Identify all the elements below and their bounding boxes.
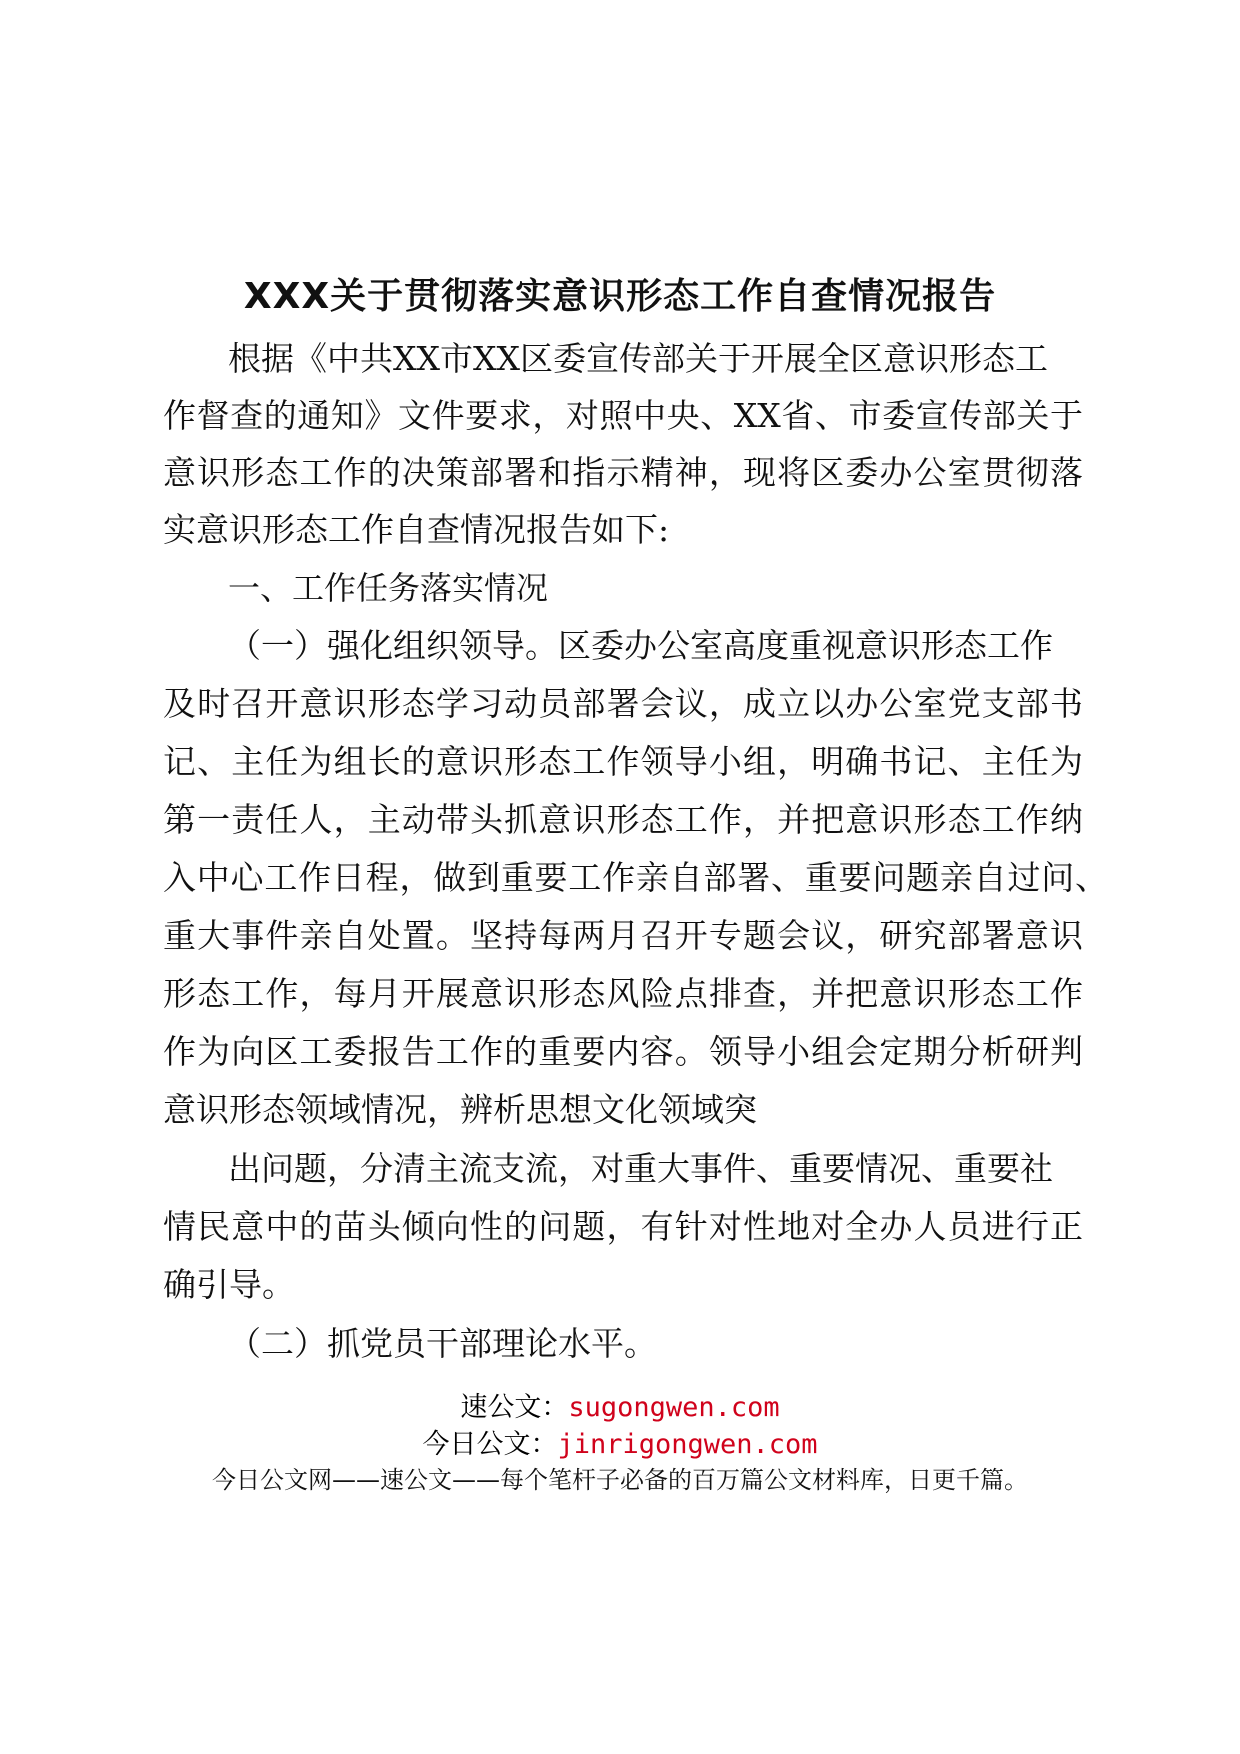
intro-line-1: 根据《中共XX市XX区委宣传部关于开展全区意识形态工 xyxy=(228,339,1048,378)
footer-site1-label: 速公文： xyxy=(460,1392,569,1423)
para1-line-7: 形态工作，每月开展意识形态风险点排查，并把意识形态工作 xyxy=(163,974,1083,1013)
footer-site2-link[interactable]: jinrigongwen.com xyxy=(557,1429,818,1460)
para1-line-3: 记、主任为组长的意识形态工作领导小组，明确书记、主任为 xyxy=(163,742,1083,781)
para2-line-3: 确引导。 xyxy=(163,1265,295,1304)
para2-line-2: 情民意中的苗头倾向性的问题，有针对性地对全办人员进行正 xyxy=(163,1207,1083,1246)
para1-line-8: 作为向区工委报告工作的重要内容。领导小组会定期分析研判 xyxy=(163,1032,1083,1071)
section-heading: 一、工作任务落实情况 xyxy=(228,569,549,607)
para1-line-9: 意识形态领域情况，辨析思想文化领域突 xyxy=(163,1090,757,1129)
footer-site1-link[interactable]: sugongwen.com xyxy=(568,1392,780,1423)
para1-line-5: 入中心工作日程，做到重要工作亲自部署、重要问题亲自过问、 xyxy=(163,858,1108,897)
subheading-2: （二）抓党员干部理论水平。 xyxy=(228,1324,657,1363)
document-title: XXX关于贯彻落实意识形态工作自查情况报告 xyxy=(243,276,997,317)
para2-line-1: 出问题，分清主流支流，对重大事件、重要情况、重要社 xyxy=(228,1149,1053,1188)
para1-line-2: 及时召开意识形态学习动员部署会议，成立以办公室党支部书 xyxy=(163,684,1083,723)
footer-site2-label: 今日公文： xyxy=(422,1429,558,1460)
footer-site2 xyxy=(0,1422,1240,1461)
footer-site1 xyxy=(0,1385,1240,1424)
para1-line-6: 重大事件亲自处置。坚持每两月召开专题会议，研究部署意识 xyxy=(163,916,1083,955)
intro-line-3: 意识形态工作的决策部署和指示精神，现将区委办公室贯彻落 xyxy=(163,453,1083,492)
footer-slogan: 今日公文网——速公文——每个笔杆子必备的百万篇公文材料库，日更千篇。 xyxy=(212,1466,1028,1494)
intro-line-4: 实意识形态工作自查情况报告如下: xyxy=(163,510,670,549)
para1-line-4: 第一责任人，主动带头抓意识形态工作，并把意识形态工作纳 xyxy=(163,800,1083,839)
para1-line-1: （一）强化组织领导。区委办公室高度重视意识形态工作 xyxy=(228,626,1053,665)
intro-line-2: 作督查的通知》文件要求，对照中央、XX省、市委宣传部关于 xyxy=(163,396,1083,435)
